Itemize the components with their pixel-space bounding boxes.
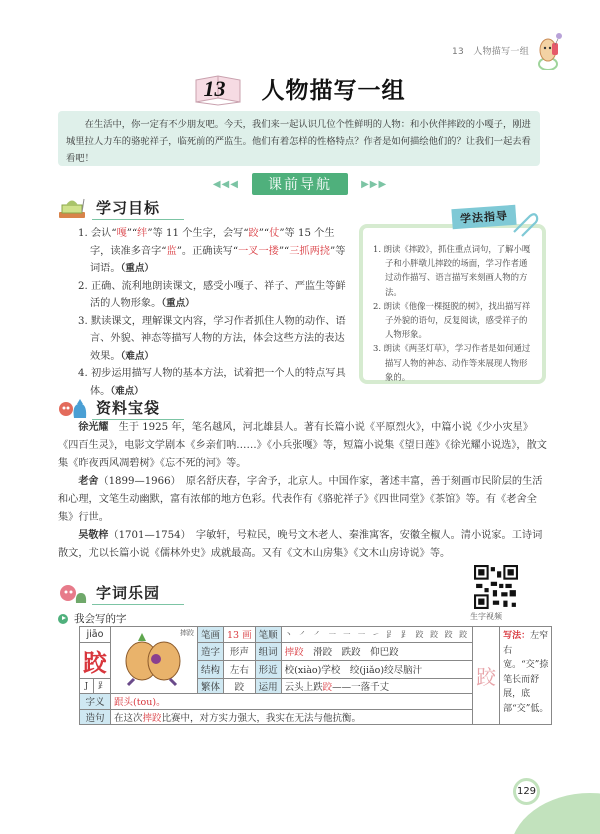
writing-tip <box>500 627 552 725</box>
stroke-order-value: 丶 ㇒ ㇒ ㇐ ㇐ ㇐ ㇀ 𧾷 𧾷 跤 跤 跤 跤 <box>281 627 473 643</box>
goal-tag: （重点） <box>161 298 195 309</box>
resources-heading-label: 资料宝袋 <box>92 397 184 420</box>
sentence-pre: 在这次 <box>114 712 143 724</box>
words-value <box>281 642 473 660</box>
paperclip-icon <box>510 210 540 240</box>
sentence-post: 比赛中，对方实力强大，我实在无法与他抗衡。 <box>161 712 362 724</box>
guide-item: 3. 朗读《两茎灯草》，学习作者是如何通过描写人物的神态、动作等来展现人物形象的。 <box>373 343 531 382</box>
words-label: 组词 <box>255 642 281 660</box>
goal-text: 初步运用描写人物的基本方法，试着把一个人的特点写具体。 <box>90 368 346 397</box>
author-name: 徐光耀 <box>78 422 109 433</box>
goal-text: ”等 11 个生字，会写“ <box>147 228 249 239</box>
sentence-highlight: 摔跤 <box>142 712 162 724</box>
traditional-value: 跤 <box>224 678 256 694</box>
play-circle-icon <box>58 614 68 624</box>
word-highlight: 摔跤 <box>284 647 304 658</box>
resource-entry-wu <box>58 527 548 563</box>
usage-value <box>281 678 473 694</box>
right-arrows-icon: ▶▶▶ <box>361 178 388 190</box>
goal-keyword: 仗 <box>269 228 280 239</box>
structure-label: 结构 <box>198 660 224 678</box>
goal-tag: （难点） <box>110 385 144 397</box>
qr-label: 生字视频 <box>470 612 502 621</box>
guide-item: 1. 朗读《摔跤》，抓住重点词句，了解小嘎子和小胖墩儿摔跤的场面，学习作者通过动作描写、语言描写来刻画人物的方法。 <box>373 244 531 297</box>
goal-text: ”“ <box>126 228 138 239</box>
page-number: 129 <box>513 778 540 805</box>
goal-keyword: 一叉一搂 <box>238 245 279 257</box>
write-chars-subheading <box>58 611 127 626</box>
goals-list <box>78 225 353 400</box>
usage-highlight: 跤 <box>322 681 333 693</box>
radical-part: 𧾷 <box>94 678 111 694</box>
goal-text: 正确、流利地朗读课文，感受小嘎子、祥子、严监生等鲜活的人物形象。 <box>90 280 346 309</box>
goal-text: ”等词语。 <box>90 245 346 274</box>
words-heading-label: 字词乐园 <box>92 582 184 605</box>
book-icon <box>194 74 244 104</box>
goal-item <box>78 225 353 278</box>
order-label: 笔顺 <box>255 627 281 643</box>
goal-item <box>78 313 353 366</box>
tracing-char: 跤 <box>473 627 500 725</box>
char-pinyin: jiāo <box>80 627 111 643</box>
goals-heading-label: 学习目标 <box>92 197 184 220</box>
strokes-label: 笔画 <box>198 627 224 643</box>
goal-number: 3. <box>78 315 91 327</box>
writing-tip-label: 写法： <box>503 631 531 641</box>
left-arrows-icon: ◀◀◀ <box>212 178 239 190</box>
qr-code[interactable] <box>474 565 518 609</box>
goal-keyword: 绊 <box>137 228 148 239</box>
running-head-number: 13 <box>452 47 465 57</box>
sentence-value <box>111 709 473 725</box>
resource-entry-xu <box>58 419 548 473</box>
method-guide-tag: 学法指导 <box>451 205 516 229</box>
mascot-icon <box>535 30 565 70</box>
author-name: 吴敬梓 <box>78 530 109 541</box>
sentence-label: 造句 <box>80 709 111 725</box>
similar-value: 校(xiào)学校 绞(jiǎo)绞尽脑汁 <box>281 660 473 678</box>
word-rest: 滑跤 跌跤 仰巴跤 <box>303 647 399 658</box>
traditional-label: 繁体 <box>198 678 224 694</box>
goal-keyword: 嘎 <box>116 228 127 239</box>
words-heading <box>58 581 184 605</box>
running-head <box>452 44 529 57</box>
meaning-label: 字义 <box>80 694 111 710</box>
goal-item <box>78 278 353 313</box>
author-name: 老舍 <box>78 476 99 487</box>
goal-number: 1. <box>78 228 91 239</box>
goal-keyword: 跤 <box>248 228 259 239</box>
books-icon <box>58 196 88 220</box>
method-guide-box <box>359 224 546 384</box>
nav-banner <box>0 173 600 195</box>
char-illustration <box>111 627 198 694</box>
formation-value: 形声 <box>224 642 256 660</box>
author-bio: （1899—1966） 原名舒庆春，字舍予，北京人。中国作家，著述丰富，善于刻画市民阶层的生活和心理，文笔生动幽默，富有浓郁的地方色彩。代表作有《骆驼祥子》《四世同堂》《茶馆》等。有《老舍全集》行世。 <box>58 476 543 523</box>
writing-tip-text: 左窄右宽。“交”捺笔长而舒展，底部“交”低。 <box>503 631 549 714</box>
goal-text: ”等 15 个生字，读准多音字“ <box>90 228 335 257</box>
goal-text: 默读课文，理解课文内容，学习作者抓住人物的动作、语言、外貌、神态等描写人物的方法，体会这些方法的表达效果。 <box>90 315 346 362</box>
resources-heading <box>58 396 184 420</box>
nav-banner-label: 课前导航 <box>252 173 348 195</box>
char-large: 跤 <box>80 642 111 678</box>
resource-entry-laoshe <box>58 473 548 527</box>
goal-number: 2. <box>78 280 91 292</box>
money-bag-icon <box>58 396 88 420</box>
method-guide-list <box>363 228 542 384</box>
guide-item: 2. 朗读《他像一棵挺脱的树》，找出描写祥子外貌的语句，反复阅读，感受祥子的人物形象。 <box>373 300 531 340</box>
usage-label: 运用 <box>255 678 281 694</box>
usage-post: ——一落千丈 <box>332 681 390 693</box>
author-bio: （1701—1754） 字敏轩，号粒民，晚号文木老人、秦淮寓客，安徽全椒人。清小说家。工诗词散文，尤以长篇小说《儒林外史》成就最高。又有《文木山房集》《文木山房诗说》等。 <box>58 530 543 559</box>
goal-keyword: 监 <box>166 245 177 257</box>
structure-value: 左右 <box>224 660 256 678</box>
author-bio: 生于 1925 年，笔名越风，河北雄县人。著有长篇小说《平原烈火》，中篇小说《少小灾星》《四百生灵》，电影文学剧本《乡亲们呐……》《小兵张嘎》等，短篇小说集《望日莲》《徐光耀小说选》，散文集《昨夜西风凋碧树》《忘不死的河》等。 <box>58 422 547 469</box>
goal-item <box>78 365 353 400</box>
formation-label: 造字 <box>198 642 224 660</box>
write-chars-label: 我会写的字 <box>74 613 127 625</box>
goal-tag: （难点） <box>120 350 154 362</box>
lesson-title <box>0 72 600 105</box>
illustration-caption: 摔跤 <box>180 629 194 637</box>
goal-tag: （重点） <box>120 263 154 274</box>
goal-text: ”“ <box>258 228 270 239</box>
intro-text: 在生活中，你一定有不少朋友吧。今天，我们来一起认识几位个性鲜明的人物：和小伙伴摔跤的小嘎子，刚进城里拉人力车的骆驼祥子，临死前的严监生。他们有着怎样的性格特点？作者是如何描绘他们的？让我们一起去看看吧！ <box>66 119 531 164</box>
goal-number: 4. <box>78 368 91 379</box>
intro-box <box>58 111 540 166</box>
goal-text: 会认“ <box>90 228 117 239</box>
similar-label: 形近 <box>255 660 281 678</box>
strawberry-mascot-icon <box>58 581 88 605</box>
goal-keyword: 三抓两挠 <box>289 245 330 257</box>
radical-letter: J <box>80 678 94 694</box>
meaning-value: 跟头(tou)。 <box>111 694 473 710</box>
goal-text: ”“ <box>278 245 290 257</box>
character-card <box>79 626 552 725</box>
lesson-title-text: 人物描写一组 <box>261 78 406 104</box>
strokes-value: 13 画 <box>224 627 256 643</box>
goals-heading <box>58 196 184 220</box>
lesson-number: 13 <box>203 75 226 101</box>
usage-pre: 云头上跌 <box>284 681 323 693</box>
running-head-title: 人物描写一组 <box>473 47 530 57</box>
goal-text: ”。正确读写“ <box>176 245 239 257</box>
